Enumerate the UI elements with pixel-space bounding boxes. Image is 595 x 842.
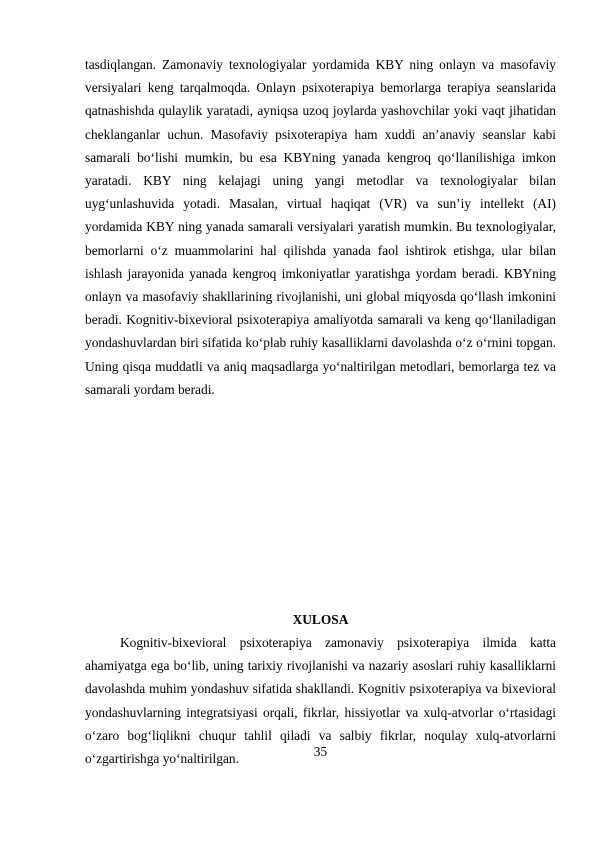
section-heading: XULOSA bbox=[292, 612, 349, 627]
body-paragraph: tasdiqlangan. Zamonaviy texnologiyalar yordamida KBY ning onlayn va masofaviy versiyalari keng tarqalmoqda. Onlayn psixoterapiya bemorlarga terapiya seanslarida qatnashishda qulaylik yaratadi, ayniqsa uzoq joylarda yashovchilar yoki vaqt jihatidan cheklanganlar uchun. Masofaviy psixoterapiya ham xuddi an’anaviy seanslar kabi samarali bo‘lishi mumkin, bu esa KBYning yanada kengroq qo‘llanilishiga imkon yaratadi. KBY ning kelajagi uning yangi metodlar va texnologiyalar bilan uyg‘unlashuvida yotadi. Masalan, virtual haqiqat (VR) va sun’iy intellekt (AI) yordamida KBY ning yanada samarali versiyalari yaratish mumkin. Bu texnologiyalar, bemorlarni o‘z muammolarini hal qilishda yanada faol ishtirok etishga, ular bilan ishlash jarayonida yanada kengroq imkoniyatlar yaratishga yordam beradi. KBYning onlayn va masofaviy shakllarining rivojlanishi, uni global miqyosda qo‘llash imkonini beradi. Kognitiv-bixevioral psixoterapiya amaliyotda samarali va keng qo‘llaniladigan yondashuvlardan biri sifatida ko‘plab ruhiy kasalliklarni davolashda o‘z o‘rnini topgan. Uning qisqa muddatli va aniq maqsadlarga yo‘naltirilgan metodlari, bemorlarga tez va samarali yordam beradi. bbox=[85, 57, 556, 397]
page-number: 35 bbox=[313, 744, 328, 759]
conclusion-paragraph: Kognitiv-bixevioral psixoterapiya zamonaviy psixoterapiya ilmida katta ahamiyatga ega bo‘lib, uning tarixiy rivojlanishi va nazariy asoslari ruhiy kasalliklarni davolashda muhim yondashuv sifatida shakllandi. Kognitiv psixoterapiya va bixevioral yondashuvlarning integratsiyasi orqali, fikrlar, hissiyotlar va xulq-atvorlar o‘rtasidagi o‘zaro bog‘liqlikni chuqur tahlil qiladi va salbiy fikrlar, noqulay xulq-atvorlarni o‘zgartirishga yo‘naltirilgan. bbox=[85, 635, 556, 767]
